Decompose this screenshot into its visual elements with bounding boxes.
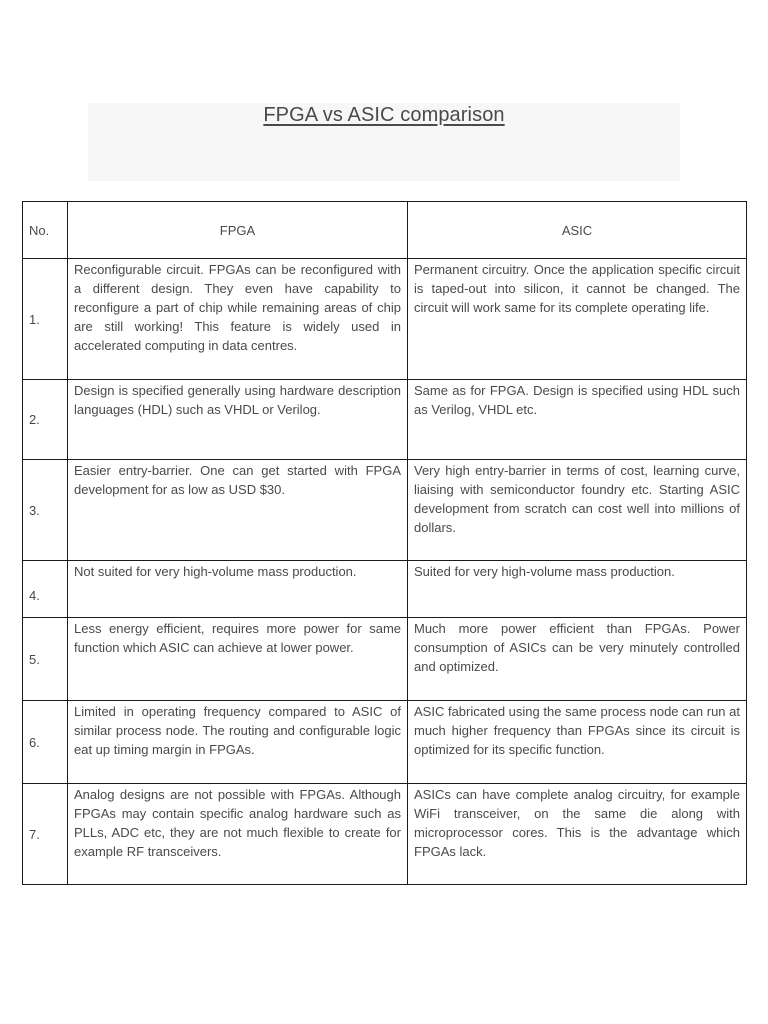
table-row xyxy=(23,259,747,380)
table-row xyxy=(23,561,747,618)
asic-cell: Suited for very high-volume mass production. xyxy=(408,561,747,618)
comparison-table xyxy=(22,201,747,885)
document-title: FPGA vs ASIC comparison xyxy=(263,104,505,126)
table-row xyxy=(23,460,747,561)
row-number: 1. xyxy=(23,259,68,380)
row-number: 6. xyxy=(23,701,68,784)
fpga-cell: Analog designs are not possible with FPGAs. Although FPGAs may contain specific analog hardware such as PLLs, ADC etc, they are not much flexible to create for example RF transceivers. xyxy=(68,784,408,885)
header-fpga: FPGA xyxy=(68,202,408,259)
row-number: 7. xyxy=(23,784,68,885)
asic-cell: Much more power efficient than FPGAs. Power consumption of ASICs can be very minutely controlled and optimized. xyxy=(408,618,747,701)
fpga-cell: Easier entry-barrier. One can get started with FPGA development for as low as USD $30. xyxy=(68,460,408,561)
fpga-cell: Less energy efficient, requires more power for same function which ASIC can achieve at lower power. xyxy=(68,618,408,701)
table-row xyxy=(23,701,747,784)
table-header-row xyxy=(23,202,747,259)
fpga-cell: Not suited for very high-volume mass production. xyxy=(68,561,408,618)
header-no: No. xyxy=(23,202,68,259)
fpga-cell: Reconfigurable circuit. FPGAs can be reconfigured with a different design. They even have capability to reconfigure a part of chip while remaining areas of chip are still working! This feature is widely used in accelerated computing in data centres. xyxy=(68,259,408,380)
fpga-cell: Design is specified generally using hardware description languages (HDL) such as VHDL or Verilog. xyxy=(68,380,408,460)
asic-cell: Same as for FPGA. Design is specified using HDL such as Verilog, VHDL etc. xyxy=(408,380,747,460)
asic-cell: ASIC fabricated using the same process node can run at much higher frequency than FPGAs since its circuit is optimized for its specific function. xyxy=(408,701,747,784)
table-row xyxy=(23,380,747,460)
asic-cell: ASICs can have complete analog circuitry, for example WiFi transceiver, on the same die along with microprocessor cores. This is the advantage which FPGAs lack. xyxy=(408,784,747,885)
table-row xyxy=(23,784,747,885)
row-number: 4. xyxy=(23,561,68,618)
table-row xyxy=(23,618,747,701)
row-number: 2. xyxy=(23,380,68,460)
fpga-cell: Limited in operating frequency compared to ASIC of similar process node. The routing and configurable logic eat up timing margin in FPGAs. xyxy=(68,701,408,784)
asic-cell: Permanent circuitry. Once the application specific circuit is taped-out into silicon, it cannot be changed. The circuit will work same for its complete operating life. xyxy=(408,259,747,380)
row-number: 3. xyxy=(23,460,68,561)
row-number: 5. xyxy=(23,618,68,701)
asic-cell: Very high entry-barrier in terms of cost, learning curve, liaising with semiconductor foundry etc. Starting ASIC development from scratch can cost well into millions of dollars. xyxy=(408,460,747,561)
header-asic: ASIC xyxy=(408,202,747,259)
